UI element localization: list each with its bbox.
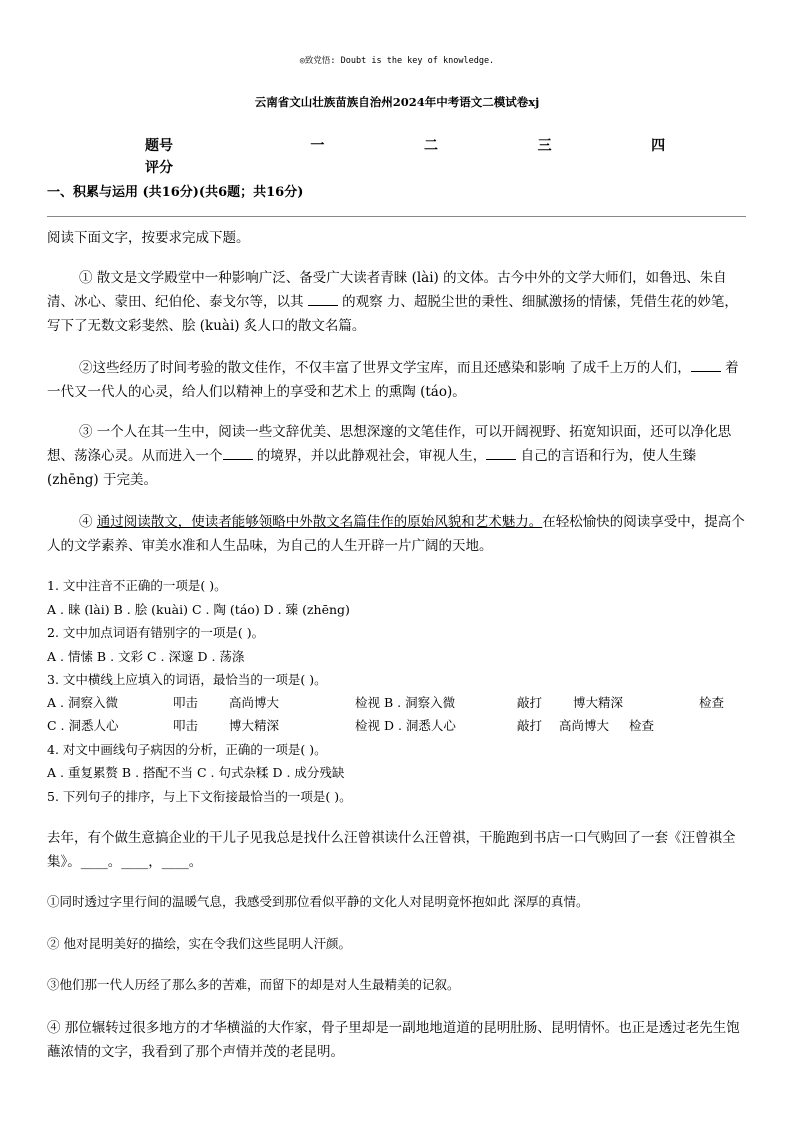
option-text: 检查 xyxy=(699,695,725,710)
question-5: 5. 下列句子的排序，与上下文衔接最恰当的一项是( )。 xyxy=(47,789,352,804)
paragraph-text: ① 散文是文学殿堂中一种影响广泛、备受广大读者青睐 (lài) 的文体。古今中外的文学大师们，如鲁迅、朱自清、冰心、蒙田、纪伯伦、泰戈尔等，以其 xyxy=(47,270,727,310)
option-text: 博大精深 xyxy=(229,718,280,733)
question-2-options: A . 情愫 B . 文彩 C . 深邃 D . 荡涤 xyxy=(47,649,245,664)
sentence-option-1: ①同时透过字里行间的温暖气息，我感受到那位看似平静的文化人对昆明竟怀抱如此 深厚的真情。 xyxy=(47,894,589,909)
sentence-option-2: ② 他对昆明美好的描绘，实在令我们这些昆明人汗颜。 xyxy=(47,936,351,951)
intro-text: 阅读下面文字，按要求完成下题。 xyxy=(47,230,250,246)
score-cell-label: 评分 xyxy=(145,160,173,176)
question-3-options-row-1 xyxy=(47,693,747,713)
question-4: 4. 对文中画线句子病因的分析，正确的一项是( )。 xyxy=(47,742,327,757)
option-text: 叩击 xyxy=(173,695,199,710)
option-text: 高尚博大 xyxy=(559,718,610,733)
score-table xyxy=(145,134,715,178)
header-note: ◎致党悟: Doubt is the key of knowledge. xyxy=(299,56,495,66)
paragraph-text: ④ xyxy=(79,514,97,530)
question-3: 3. 文中横线上应填入的词语，最恰当的一项是( )。 xyxy=(47,672,327,687)
paragraph-text: 的境界，并以此静观社会，审视人生， xyxy=(252,448,487,464)
option-text: 检查 xyxy=(629,718,655,733)
underlined-sentence: 通过阅读散文，使读者能够领略中外散文名篇佳作的原始风貌和艺术魅力。 xyxy=(96,514,543,530)
sentence-option-4: ④ 那位辗转过很多地方的才华横溢的大作家，骨子里却是一副地地道道的昆明肚肠、昆明情怀。也正是透过老先生饱蘸浓情的文字，我看到了那个声情并茂的老昆明。 xyxy=(47,1020,740,1060)
blank-line xyxy=(308,293,338,306)
passage-paragraph-2 xyxy=(47,356,747,404)
divider xyxy=(47,216,746,217)
paragraph-text: ②这些经历了时间考验的散文佳作，不仅丰富了世界文学宝库，而且还感染和影响 了成千上万的人们， xyxy=(79,360,691,376)
section-heading: 一、积累与运用 (共16分)(共6题；共16分) xyxy=(47,185,304,200)
page-title: 云南省文山壮族苗族自治州2024年中考语文二模试卷xj xyxy=(254,95,540,109)
option-text: A . 洞察入微 xyxy=(47,695,118,710)
question-1-options: A . 睐 (lài) B . 脍 (kuài) C . 陶 (táo) D . 臻 (zhēng) xyxy=(47,602,350,617)
score-row-score xyxy=(145,156,715,178)
option-text: 叩击 xyxy=(173,718,199,733)
option-text: 高尚博大 xyxy=(229,695,280,710)
sentence-option-3: ③他们那一代人历经了那么多的苦难，而留下的却是对人生最精美的记叙。 xyxy=(47,977,460,992)
score-cell-2: 二 xyxy=(423,138,438,154)
option-text: 检视 D . 洞悉人心 xyxy=(355,718,456,733)
question-1: 1. 文中注音不正确的一项是( )。 xyxy=(47,578,227,593)
option-text: 敲打 xyxy=(517,695,543,710)
paragraph-text: 的观察 力、超脱尘世的秉性、细腻激扬的情愫，凭借生花的妙笔，写下了无数文彩斐然、脍 (kuài) 炙人口的散文名篇。 xyxy=(47,294,738,334)
question-3-options-row-2 xyxy=(47,716,747,736)
score-cell-4: 四 xyxy=(651,138,666,154)
blank-line xyxy=(486,447,516,460)
blank-line xyxy=(223,447,253,460)
paragraph-text: 自己的言语和行为，使人生臻(zhēng) 于完美。 xyxy=(47,448,697,488)
score-row-header xyxy=(145,134,715,156)
option-text: C . 洞悉人心 xyxy=(47,718,119,733)
blank-line xyxy=(691,359,721,372)
passage-paragraph-1 xyxy=(47,266,747,338)
question-2: 2. 文中加点词语有错别字的一项是( )。 xyxy=(47,625,265,640)
score-cell-1: 一 xyxy=(310,138,325,154)
passage-paragraph-3 xyxy=(47,420,747,492)
paragraph-text: 着一代又一代人的心灵，给人们以精神上的享受和艺术上 的熏陶 (táo)。 xyxy=(47,360,739,400)
paragraph-text: 在轻松愉快的阅读享受中，提高个人的文学素养、审美水准和人生品味，为自己的人生开辟一片广阔的天地。 xyxy=(47,514,745,554)
passage-paragraph-4 xyxy=(47,510,747,558)
question-5-context: 去年，有个做生意搞企业的干儿子见我总是找什么汪曾祺读什么汪曾祺，干脆跑到书店一口气购回了一套《汪曾祺全集》。____。____，____。 xyxy=(47,830,736,870)
score-cell-label: 题号 xyxy=(145,138,173,154)
paragraph-text: ③ 一个人在其一生中，阅读一些文辞优美、思想深邃的文笔佳作，可以开阔视野、拓宽知识面，还可以净化思想、荡涤心灵。从而进入一个 xyxy=(47,424,732,464)
score-cell-3: 三 xyxy=(537,138,552,154)
option-text: 敲打 xyxy=(517,718,543,733)
option-text: 博大精深 xyxy=(573,695,624,710)
option-text: 检视 B . 洞察入微 xyxy=(355,695,456,710)
question-4-options: A . 重复累赘 B . 搭配不当 C . 句式杂糅 D . 成分残缺 xyxy=(47,765,345,780)
